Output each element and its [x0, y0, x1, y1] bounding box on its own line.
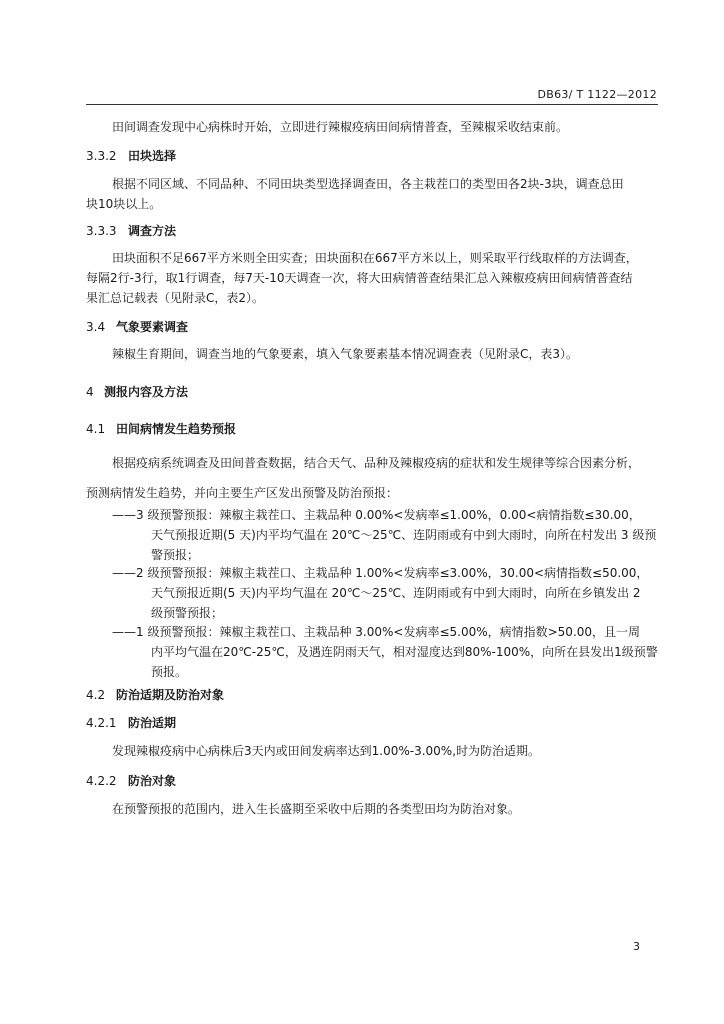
section-4-2-heading — [86, 685, 658, 705]
section-3-4-paragraph: 辣椒生育期间，调查当地的气象要素，填入气象要素基本情况调查表（见附录C，表3）。 — [112, 347, 579, 361]
header-rule — [86, 104, 658, 105]
section-title: 气象要素调查 — [116, 320, 189, 334]
section-number: 3.3.3 — [86, 224, 117, 238]
section-3-3-3-line: 田块面积不足667平方米则全田实查；田块面积在667平方米以上，则采取平行线取样的方法调查， — [112, 251, 638, 265]
section-number: 4 — [86, 385, 94, 399]
section-4-2-1-heading — [86, 713, 658, 733]
section-number: 4.2.1 — [86, 716, 117, 730]
warning-level-3-line: 天气预报近期(5 天)内平均气温在 20℃～25℃、连阴雨或有中到大雨时，向所在村发出 3 级预 — [151, 528, 657, 542]
section-3-4-heading — [86, 317, 658, 337]
warning-level-1-line: ——1 级预警预报：辣椒主栽茬口、主栽品种 3.00%<发病率≤5.00%，病情指数>50.00，且一周 — [112, 625, 641, 639]
section-4-1-heading — [86, 419, 658, 439]
section-4-2-2-paragraph: 在预警预报的范围内，进入生长盛期至采收中后期的各类型田均为防治对象。 — [112, 802, 521, 816]
section-number: 3.4 — [86, 320, 106, 334]
section-3-3-2-line: 根据不同区域、不同品种、不同田块类型选择调查田，各主栽茬口的类型田各2块-3块，调查总田 — [112, 177, 624, 191]
section-number: 4.2 — [86, 688, 106, 702]
section-4-1-line: 根据疫病系统调查及田间普查数据，结合天气、品种及辣椒疫病的症状和发生规律等综合因素分析， — [112, 456, 641, 470]
section-3-3-3-line: 果汇总记载表（见附录C，表2）。 — [86, 291, 265, 305]
section-number: 3.3.2 — [86, 149, 117, 163]
intro-paragraph: 田间调查发现中心病株时开始，立即进行辣椒疫病田间病情普查，至辣椒采收结束前。 — [112, 120, 569, 134]
section-3-3-3-line: 每隔2行-3行，取1行调查，每7天-10天调查一次，将大田病情普查结果汇总入辣椒疫病田间病情普查结 — [86, 271, 633, 285]
section-4-2-2-heading — [86, 771, 658, 791]
section-title: 防治适期及防治对象 — [116, 688, 225, 702]
warning-level-2-line: ——2 级预警预报：辣椒主栽茬口、主栽品种 1.00%<发病率≤3.00%，30.00<病情指数≤50.00， — [112, 566, 649, 580]
warning-level-1-line: 预报。 — [151, 665, 188, 679]
section-4-1-line: 预测病情发生趋势，并向主要生产区发出预警及防治预报： — [86, 486, 399, 500]
page-number: 3 — [633, 940, 640, 953]
section-title: 田块选择 — [128, 149, 177, 163]
section-4-2-1-paragraph: 发现辣椒疫病中心病株后3天内或田间发病率达到1.00%-3.00%,时为防治适期。 — [112, 744, 541, 758]
warning-level-3-line: ——3 级预警预报：辣椒主栽茬口、主栽品种 0.00%<发病率≤1.00%，0.00<病情指数≤30.00， — [112, 508, 641, 522]
section-4-heading — [86, 382, 658, 402]
document-code: DB63/ T 1122—2012 — [537, 88, 657, 101]
section-title: 测报内容及方法 — [104, 385, 189, 399]
warning-level-3-line: 警预报； — [151, 548, 200, 562]
section-number: 4.2.2 — [86, 774, 117, 788]
section-number: 4.1 — [86, 422, 106, 436]
warning-level-2-line: 天气预报近期(5 天)内平均气温在 20℃～25℃、连阴雨或有中到大雨时，向所在乡镇发出 2 — [151, 586, 641, 600]
section-title: 调查方法 — [128, 224, 177, 238]
section-title: 防治对象 — [128, 774, 177, 788]
warning-level-1-line: 内平均气温在20℃-25℃，及遇连阴雨天气，相对湿度达到80%-100%，向所在县发出1级预警 — [151, 645, 658, 659]
section-3-3-2-heading — [86, 146, 658, 166]
warning-level-2-line: 级预警预报； — [151, 606, 224, 620]
section-title: 防治适期 — [128, 716, 177, 730]
section-3-3-2-line: 块10块以上。 — [86, 197, 162, 211]
section-title: 田间病情发生趋势预报 — [116, 422, 237, 436]
section-3-3-3-heading — [86, 221, 658, 241]
